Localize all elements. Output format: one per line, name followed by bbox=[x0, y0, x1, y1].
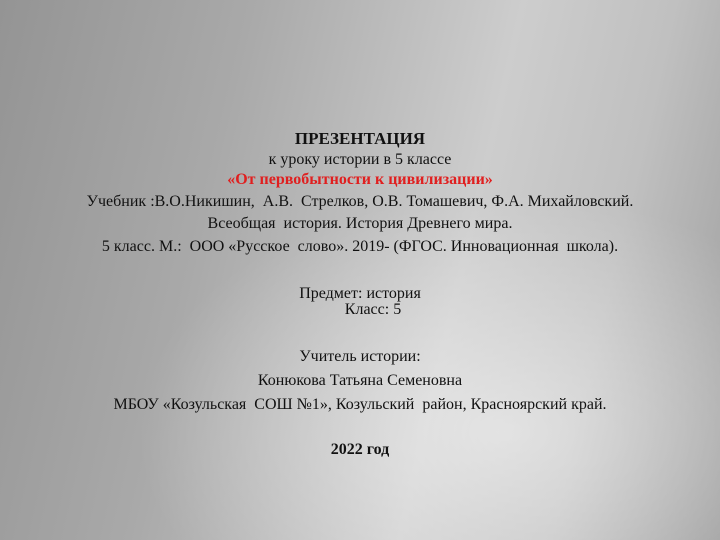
teacher-label: Учитель истории: bbox=[299, 348, 421, 365]
slide-title: ПРЕЗЕНТАЦИЯ bbox=[294, 129, 426, 148]
school-text: МБОУ «Козульская СОШ №1», Козульский район, Красноярский край. bbox=[113, 396, 607, 413]
textbook-edition: 5 класс. М.: ООО «Русское слово». 2019- (ФГОС. Инновационная школа). bbox=[101, 238, 619, 255]
textbook-authors: Учебник :В.О.Никишин, А.В. Стрелков, О.В. Томашевич, Ф.А. Михайловский. bbox=[86, 193, 634, 210]
teacher-name: Конюкова Татьяна Семеновна bbox=[257, 372, 463, 389]
subject-text: Предмет: история bbox=[299, 285, 421, 302]
year-text: 2022 год bbox=[330, 441, 390, 458]
slide-topic: «От первобытности к цивилизации» bbox=[227, 171, 493, 188]
textbook-series: Всеобщая история. История Древнего мира. bbox=[207, 215, 513, 232]
grade-text: Класс: 5 bbox=[344, 301, 402, 318]
slide-subtitle: к уроку истории в 5 классе bbox=[268, 151, 452, 168]
